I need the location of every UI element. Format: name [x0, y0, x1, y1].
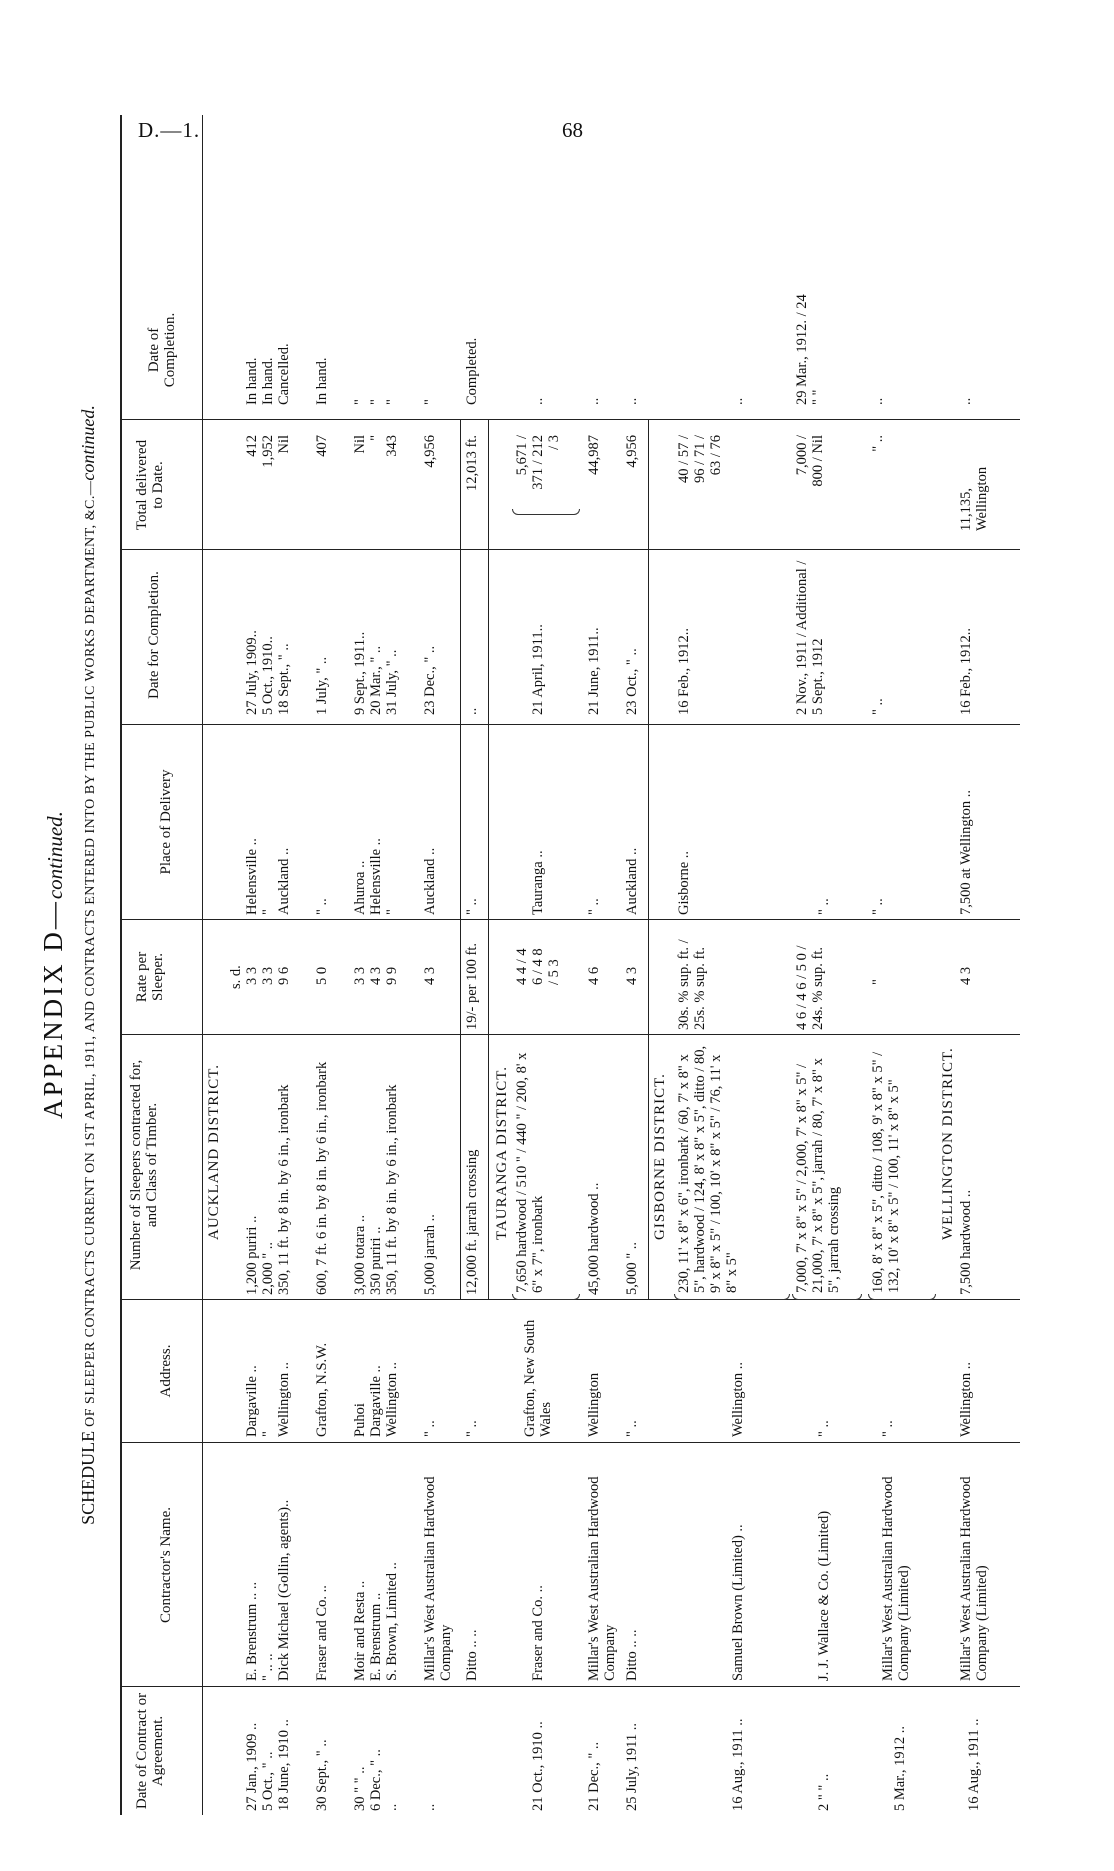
col-header-date-completion: Date of Completion. [146, 312, 178, 388]
row-14-sleepers: 7,000, 7' x 8" x 5" / 2,000, 7' x 8" x 5" / 21,000, 7' x 8" x 5", jarrah / 80, 7' x 8" x 5", jarrah crossing [794, 1058, 842, 1293]
row-8-address: " .. [422, 1420, 438, 1437]
col-header-address: Address. [158, 1344, 174, 1398]
row-7-contractor: S. Brown, Limited .. [384, 1562, 400, 1681]
row-13-address: Wellington .. [730, 1362, 746, 1437]
row-7-completion: 31 July, " .. [384, 649, 400, 715]
row-11-place: " .. [586, 898, 602, 915]
rate-units-label: s. d. [228, 965, 244, 989]
col-rule [120, 549, 1020, 550]
row-16-sleepers: 7,500 hardwood .. [958, 1189, 974, 1295]
header-bottom-rule [202, 115, 203, 1815]
row-8-date: .. [422, 1803, 438, 1811]
row-14-address: " .. [816, 1420, 832, 1437]
row-1-sleepers: 1,200 puriri .. [244, 1215, 260, 1295]
row-10-address: Grafton, New South Wales [522, 1319, 554, 1437]
row-1-done: In hand. [244, 357, 260, 405]
col-header-delivered: Total delivered to Date. [134, 439, 166, 531]
row-8-completion: 23 Dec., " .. [422, 645, 438, 715]
row-3-place: Auckland .. [276, 847, 292, 915]
row-4-sleepers: 600, 7 ft. 6 in. by 8 in. by 6 in., ironbark [314, 1061, 330, 1295]
col-header-place: Place of Delivery [158, 769, 174, 875]
row-5-contractor: Moir and Resta .. [352, 1580, 368, 1681]
row-7-sleepers: 350, 11 ft. by 8 in. by 6 in., ironbark [384, 1084, 400, 1295]
row-15-completion: " .. [870, 698, 886, 715]
col-rule [120, 1442, 1020, 1443]
row-3-done: Cancelled. [276, 343, 292, 405]
row-12-place: Auckland .. [624, 847, 640, 915]
row-11-rate: 4 6 [586, 966, 602, 985]
row-2-address: " [260, 1431, 276, 1437]
row-16-delivered: 11,135, Wellington [958, 466, 990, 531]
row-13-rate: 30s. % sup. ft. / 25s. % sup. ft. [676, 939, 708, 1030]
row-5-address: Puhoi [352, 1403, 368, 1437]
row-15-done: .. [870, 397, 886, 405]
col-header-rate: Rate per Sleeper. [134, 951, 166, 1003]
row-9-contractor: Ditto .. .. [464, 1629, 480, 1681]
row-14-contractor: J. J. Wallace & Co. (Limited) [816, 1510, 832, 1681]
row-6-completion: 20 Mar., " .. [368, 645, 384, 715]
row-1-address: Dargaville .. [244, 1365, 260, 1437]
row-4-delivered: 407 [314, 435, 330, 457]
row-7-date: .. [384, 1803, 400, 1811]
col-rule [120, 919, 1020, 920]
row-9-delivered: 12,013 ft. [464, 435, 480, 491]
row-16-contractor: Millar's West Australian Hardwood Company (Limited) [958, 1476, 990, 1681]
row-9-place: " .. [464, 898, 480, 915]
row-12-contractor: Ditto .. .. [624, 1629, 640, 1681]
col-rule [120, 724, 1020, 725]
row-9-address: " .. [464, 1420, 480, 1437]
row-15-rate: " [870, 979, 886, 985]
row-3-delivered: Nil [276, 435, 292, 454]
row-2-date: 5 Oct., " .. [260, 1751, 276, 1811]
row-13-completion: 16 Feb., 1912.. [676, 628, 692, 715]
row-11-contractor: Millar's West Australian Hardwood Company [586, 1476, 618, 1681]
row-8-delivered: 4,956 [422, 435, 438, 468]
section-gisborne: GISBORNE DISTRICT. [652, 1073, 668, 1240]
row-9-sleepers: 12,000 ft. jarrah crossing [464, 1149, 480, 1295]
row-5-completion: 9 Sept., 1911.. [352, 631, 368, 715]
row-1-date: 27 Jan., 1909 .. [244, 1722, 260, 1811]
row-10-place: Tauranga .. [530, 850, 546, 915]
row-11-address: Wellington [586, 1372, 602, 1437]
appendix-title: APPENDIX D—continued. [38, 811, 68, 1119]
row-12-completion: 23 Oct., " .. [624, 648, 640, 715]
row-10-delivered: 5,671 / 371 / 212 / 3 [514, 435, 562, 490]
brace [674, 1294, 790, 1300]
row-3-rate: 9 6 [276, 966, 292, 985]
row-6-rate: 4 3 [368, 966, 384, 985]
row-8-contractor: Millar's West Australian Hardwood Company [422, 1476, 454, 1681]
schedule-subtitle: SCHEDULE OF SLEEPER CONTRACTS CURRENT ON 1ST APRIL, 1911, AND CONTRACTS ENTERED INTO BY THE PUBLIC WORKS DEPARTMENT, &C.—continued. [78, 405, 98, 1525]
row-7-address: Wellington .. [384, 1362, 400, 1437]
col-rule [120, 1034, 1020, 1035]
row-12-date: 25 July, 1911 .. [624, 1723, 640, 1811]
row-14-rate: 4 6 / 4 6 / 5 0 / 24s. % sup. ft. [794, 945, 826, 1030]
row-15-date: 5 Mar., 1912 .. [892, 1726, 908, 1811]
row-1-delivered: 412 [244, 435, 260, 457]
row-5-place: Ahuroa .. [352, 860, 368, 915]
row-14-date: 2 " " .. [816, 1773, 832, 1811]
row-separator [460, 420, 461, 1300]
row-8-place: Auckland .. [422, 847, 438, 915]
row-3-date: 18 June, 1910 .. [276, 1719, 292, 1811]
row-7-place: " [384, 909, 400, 915]
col-header-completion: Date for Completion. [146, 571, 162, 699]
row-4-done: In hand. [314, 357, 330, 405]
row-15-contractor: Millar's West Australian Hardwood Company (Limited) [880, 1476, 912, 1681]
row-4-place: " .. [314, 898, 330, 915]
row-3-address: Wellington .. [276, 1362, 292, 1437]
row-14-done: 29 Mar., 1912. / 24 " " [794, 294, 826, 405]
row-15-delivered: " .. [870, 435, 886, 452]
row-13-place: Gisborne .. [676, 850, 692, 915]
col-header-contractor: Contractor's Name. [158, 1507, 174, 1624]
row-3-sleepers: 350, 11 ft. by 8 in. by 6 in., ironbark [276, 1084, 292, 1295]
section-tauranga: TAURANGA DISTRICT. [494, 1065, 510, 1240]
row-2-delivered: 1,952 [260, 435, 276, 468]
row-11-date: 21 Dec., " .. [586, 1741, 602, 1811]
table-top-rule [120, 115, 122, 1815]
row-13-delivered: 40 / 57 / 96 / 71 / 63 / 76 [676, 435, 724, 483]
row-16-done: .. [958, 397, 974, 405]
row-1-place: Helensville .. [244, 838, 260, 915]
row-13-contractor: Samuel Brown (Limited) .. [730, 1524, 746, 1681]
row-16-address: Wellington .. [958, 1362, 974, 1437]
row-3-completion: 18 Sept., " .. [276, 643, 292, 715]
row-14-delivered: 7,000 / 800 / Nil [794, 435, 826, 487]
rotated-schedule-table [30, 95, 1030, 1815]
row-4-completion: 1 July, " .. [314, 656, 330, 715]
row-5-sleepers: 3,000 totara .. [352, 1214, 368, 1295]
row-7-rate: 9 9 [384, 966, 400, 985]
row-11-sleepers: 45,000 hardwood .. [586, 1182, 602, 1295]
row-14-completion: 2 Nov., 1911 / Additional / 5 Sept., 1912 [794, 560, 826, 715]
row-13-done: .. [730, 397, 746, 405]
row-1-contractor: E. Brenstrum .. .. [244, 1581, 260, 1681]
col-rule [120, 419, 1020, 420]
row-16-place: 7,500 at Wellington .. [958, 789, 974, 915]
row-15-sleepers: 160, 8' x 8" x 5", ditto / 108, 9' x 8" x 5" / 132, 10' x 8" x 5" / 100, 11' x 8" x 5" [870, 1051, 902, 1293]
row-16-date: 16 Aug., 1911 .. [966, 1718, 982, 1811]
section-wellington: WELLINGTON DISTRICT. [940, 1047, 956, 1240]
row-10-date: 21 Oct., 1910 .. [530, 1721, 546, 1811]
section-separator [488, 420, 489, 1300]
row-10-rate: 4 4 / 4 6 / 4 8 / 5 3 [514, 948, 562, 985]
row-7-done: " [384, 399, 400, 405]
row-12-rate: 4 3 [624, 966, 640, 985]
row-9-done: Completed. [464, 337, 480, 405]
row-9-completion: .. [464, 707, 480, 715]
col-rule [120, 1686, 1020, 1687]
row-1-rate: 3 3 [244, 966, 260, 985]
row-11-completion: 21 June, 1911.. [586, 627, 602, 715]
row-15-address: " .. [880, 1420, 896, 1437]
page-number: 68 [562, 118, 583, 142]
brace [512, 509, 580, 515]
row-10-completion: 21 April, 1911.. [530, 624, 546, 715]
row-4-address: Grafton, N.S.W. [314, 1342, 330, 1437]
row-12-delivered: 4,956 [624, 435, 640, 468]
row-12-sleepers: 5,000 " .. [624, 1241, 640, 1295]
row-2-sleepers: 2,000 " .. [260, 1241, 276, 1295]
row-8-done: " [422, 399, 438, 405]
row-6-delivered: " [368, 435, 384, 441]
row-2-contractor: " .. .. [260, 1653, 276, 1681]
row-5-delivered: Nil [352, 435, 368, 454]
section-auckland: AUCKLAND DISTRICT. [206, 1063, 222, 1240]
row-14-place: " .. [816, 898, 832, 915]
row-10-contractor: Fraser and Co. .. [530, 1585, 546, 1681]
row-2-done: In hand. [260, 357, 276, 405]
section-separator [648, 420, 649, 1300]
row-2-rate: 3 3 [260, 966, 276, 985]
row-6-done: " [368, 399, 384, 405]
row-5-done: " [352, 399, 368, 405]
brace [868, 1294, 936, 1300]
row-4-rate: 5 0 [314, 966, 330, 985]
row-8-sleepers: 5,000 jarrah .. [422, 1214, 438, 1295]
row-12-done: .. [624, 397, 640, 405]
row-10-done: .. [530, 397, 546, 405]
row-16-completion: 16 Feb., 1912.. [958, 628, 974, 715]
row-11-delivered: 44,987 [586, 435, 602, 475]
row-7-delivered: 343 [384, 435, 400, 457]
brace [512, 1294, 580, 1300]
row-4-contractor: Fraser and Co. .. [314, 1585, 330, 1681]
row-6-place: Helensville .. [368, 838, 384, 915]
row-2-completion: 5 Oct., 1910.. [260, 636, 276, 715]
row-5-rate: 3 3 [352, 966, 368, 985]
document-reference: D.—1. [138, 118, 201, 142]
brace [792, 1294, 862, 1300]
row-6-address: Dargaville .. [368, 1365, 384, 1437]
row-6-contractor: E. Brenstrum .. [368, 1592, 384, 1681]
row-11-done: .. [586, 397, 602, 405]
row-1-completion: 27 July, 1909.. [244, 630, 260, 715]
row-8-rate: 4 3 [422, 966, 438, 985]
row-13-sleepers: 230, 11' x 8" x 6", ironbark / 60, 7' x 8" x 5", hardwood / 124, 8' x 8" x 5", ditto / 80, 9' x 8" x 5" / 100, 10' x 8" x 5" / 76, 11' x 8" x 5" [676, 1045, 740, 1293]
row-6-sleepers: 350 puriri .. [368, 1226, 384, 1295]
row-5-date: 30 " " .. [352, 1766, 368, 1811]
row-9-rate: 19/- per 100 ft. [464, 943, 480, 1030]
row-6-date: 6 Dec., " .. [368, 1749, 384, 1811]
row-13-date: 16 Aug., 1911 .. [730, 1718, 746, 1811]
row-3-contractor: Dick Michael (Gollin, agents).. [276, 1499, 292, 1681]
col-header-date: Date of Contract or Agreement. [134, 1692, 166, 1810]
row-12-address: " .. [624, 1420, 640, 1437]
row-4-date: 30 Sept., " .. [314, 1739, 330, 1811]
row-2-place: " [260, 909, 276, 915]
row-10-sleepers: 7,650 hardwood / 510 " / 440 " / 200, 8' x 6" x 7", ironbark [514, 1052, 546, 1293]
col-header-sleepers: Number of Sleepers contracted for, and Class of Timber. [128, 1059, 160, 1271]
row-16-rate: 4 3 [958, 966, 974, 985]
row-15-place: " .. [870, 898, 886, 915]
